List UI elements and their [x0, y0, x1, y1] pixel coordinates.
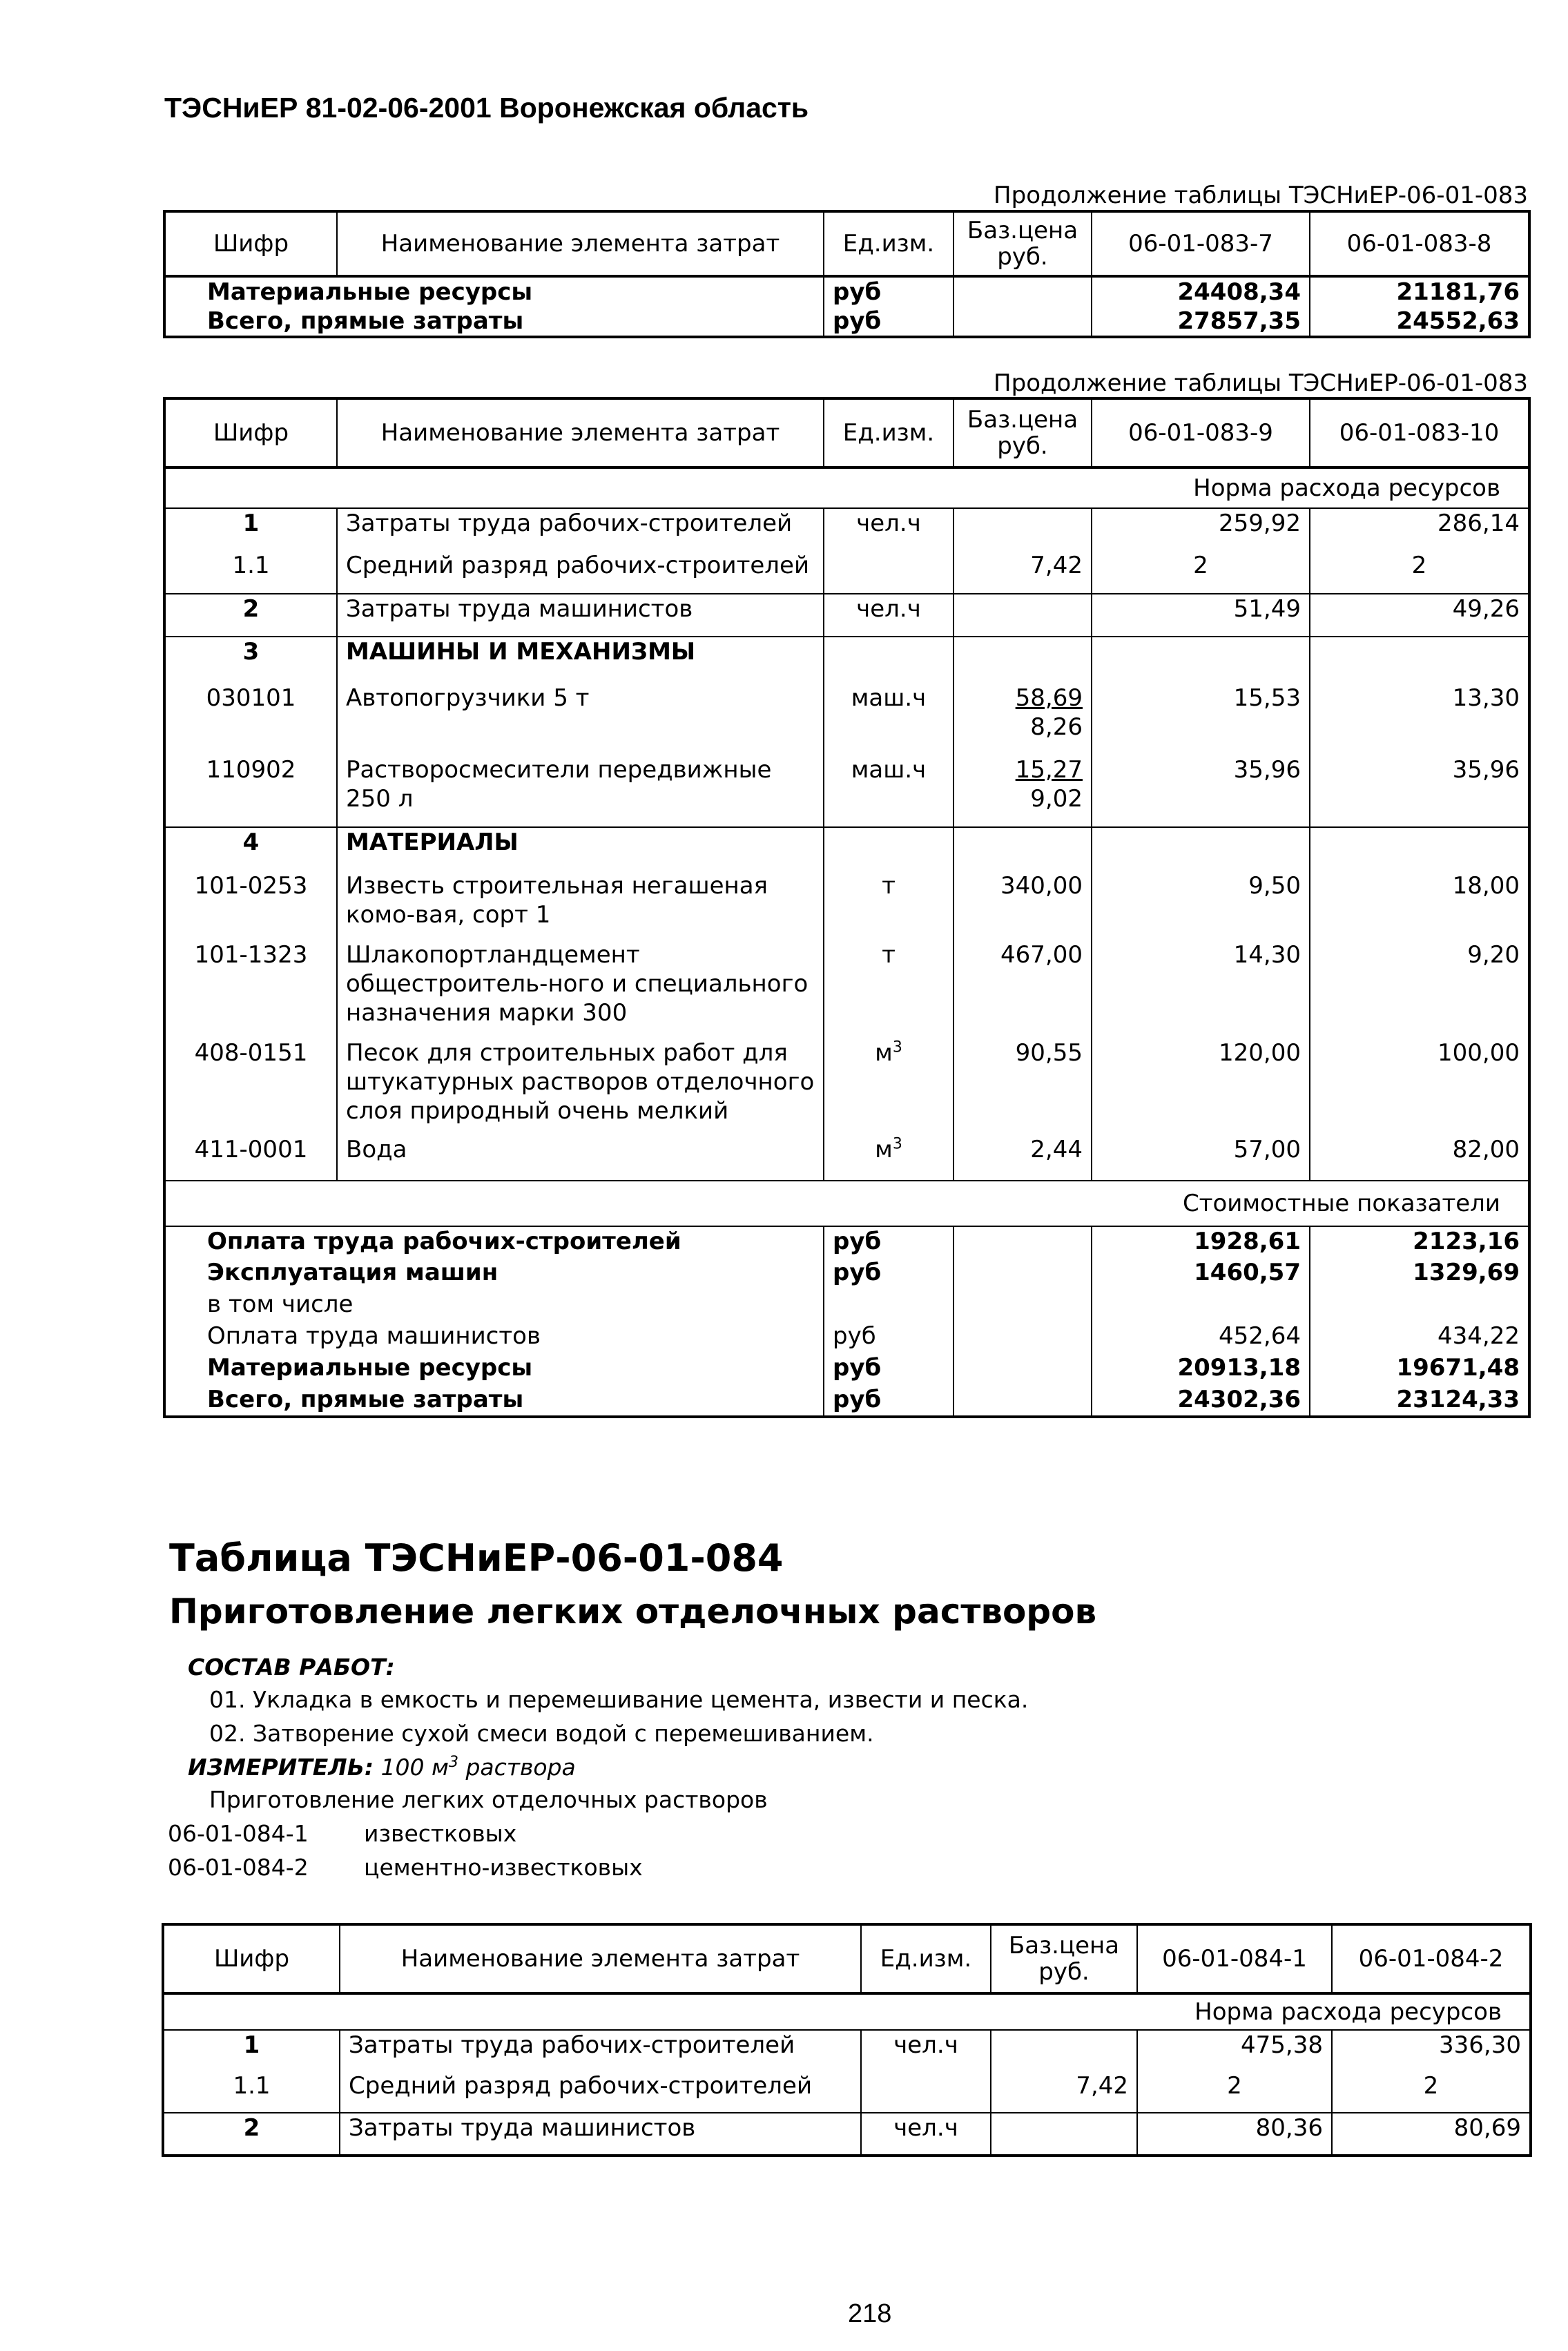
table-row: 2 Затраты труда машинистов чел.ч 80,36 80,69 — [163, 2113, 1531, 2156]
table-row: в том числе — [164, 1290, 1529, 1322]
resource-table-084 — [162, 1923, 1532, 2157]
table-subtitle: Приготовление легких отделочных растворов — [169, 1591, 1097, 1632]
meter-line: ИЗМЕРИТЕЛЬ: 100 $м^3$ раствора — [188, 1754, 576, 1781]
table-row: 1 Затраты труда рабочих-строителей чел.ч 475,38 336,30 — [163, 2030, 1531, 2071]
table-row: 3 МАШИНЫ И МЕХАНИЗМЫ — [164, 637, 1529, 684]
page-number: 218 — [848, 2299, 892, 2328]
work-composition-label: СОСТАВ РАБОТ: — [188, 1654, 395, 1681]
section-norm: Норма расхода ресурсов — [164, 467, 1529, 508]
col-header-b: 06-01-083-10 — [1310, 398, 1529, 467]
table-row: 1 Затраты труда рабочих-строителей чел.ч 259,92 286,14 — [164, 508, 1529, 551]
col-header-price: Баз.цена руб. — [991, 1924, 1137, 1993]
col-header-name: Наименование элемента затрат — [337, 211, 824, 276]
col-header-unit: Ед.изм. — [861, 1924, 991, 1993]
table-row: Материальные ресурсы руб 24408,34 21181,76 — [164, 276, 1529, 307]
col-header-unit: Ед.изм. — [824, 211, 954, 276]
variant-code: 06-01-084-2 — [168, 1854, 309, 1881]
col-header-code: Шифр — [164, 398, 337, 467]
table-description: Приготовление легких отделочных растворов — [209, 1786, 768, 1813]
col-header-unit: Ед.изм. — [824, 398, 954, 467]
variant-name: цементно-известковых — [364, 1854, 643, 1881]
col-header-name: Наименование элемента затрат — [337, 398, 824, 467]
resource-table-083-9 — [163, 397, 1531, 1418]
work-item: 02. Затворение сухой смеси водой с перемешиванием. — [209, 1720, 874, 1747]
col-header-price: Баз.цена руб. — [954, 211, 1092, 276]
table-row: Оплата труда рабочих-строителей руб 1928,61 2123,16 — [164, 1226, 1529, 1258]
section-cost: Стоимостные показатели — [164, 1181, 1529, 1226]
table-row: Эксплуатация машин руб 1460,57 1329,69 — [164, 1258, 1529, 1290]
table-row: Всего, прямые затраты руб 24302,36 23124,33 — [164, 1385, 1529, 1417]
table-row: 101-1323 Шлакопортландцемент общестроитель-ного и специального назначения марки 300 т 467,00 14,30 9,20 — [164, 940, 1529, 1038]
table-row: 4 МАТЕРИАЛЫ — [164, 827, 1529, 871]
page-header: ТЭСНиЕР 81-02-06-2001 Воронежская область — [164, 92, 809, 124]
table-row: 101-0253 Известь строительная негашеная комо-вая, сорт 1 т 340,00 9,50 18,00 — [164, 871, 1529, 940]
table-row: 1.1 Средний разряд рабочих-строителей 7,42 2 2 — [163, 2071, 1531, 2113]
variant-code: 06-01-084-1 — [168, 1820, 309, 1847]
col-header-code: Шифр — [164, 211, 337, 276]
table-row: Всего, прямые затраты руб 27857,35 24552,63 — [164, 307, 1529, 337]
table-row: 408-0151 Песок для строительных работ для штукатурных растворов отделочного слоя природный очень мелкий $м^3$ 90,55 120,00 100,00 — [164, 1038, 1529, 1135]
col-header-name: Наименование элемента затрат — [340, 1924, 861, 1993]
table-title: Таблица ТЭСНиЕР-06-01-084 — [169, 1536, 784, 1580]
variant-name: известковых — [364, 1820, 517, 1847]
table-row: Материальные ресурсы руб 20913,18 19671,48 — [164, 1353, 1529, 1385]
table-row: 030101 Автопогрузчики 5 т маш.ч $\frac{58,69}{8,26}$ 15,53 13,30 — [164, 684, 1529, 755]
table-row: 110902 Растворосмесители передвижные 250 л маш.ч $\frac{15,27}{9,02}$ 35,96 35,96 — [164, 755, 1529, 827]
table-row: 2 Затраты труда машинистов чел.ч 51,49 49,26 — [164, 594, 1529, 637]
col-header-b: 06-01-084-2 — [1332, 1924, 1531, 1993]
continuation-label: Продолжение таблицы ТЭСНиЕР-06-01-083 — [994, 369, 1528, 397]
work-item: 01. Укладка в емкость и перемешивание цемента, извести и песка. — [209, 1686, 1029, 1713]
col-header-a: 06-01-083-7 — [1092, 211, 1310, 276]
col-header-code: Шифр — [163, 1924, 340, 1993]
section-norm: Норма расхода ресурсов — [163, 1993, 1531, 2030]
resource-table-083-7 — [163, 210, 1531, 338]
col-header-b: 06-01-083-8 — [1310, 211, 1529, 276]
col-header-a: 06-01-084-1 — [1137, 1924, 1332, 1993]
table-row: 411-0001 Вода $м^3$ 2,44 57,00 82,00 — [164, 1135, 1529, 1181]
col-header-a: 06-01-083-9 — [1092, 398, 1310, 467]
continuation-label: Продолжение таблицы ТЭСНиЕР-06-01-083 — [994, 182, 1528, 209]
col-header-price: Баз.цена руб. — [954, 398, 1092, 467]
table-row: 1.1 Средний разряд рабочих-строителей 7,42 2 2 — [164, 551, 1529, 594]
table-row: Оплата труда машинистов руб 452,64 434,22 — [164, 1322, 1529, 1353]
